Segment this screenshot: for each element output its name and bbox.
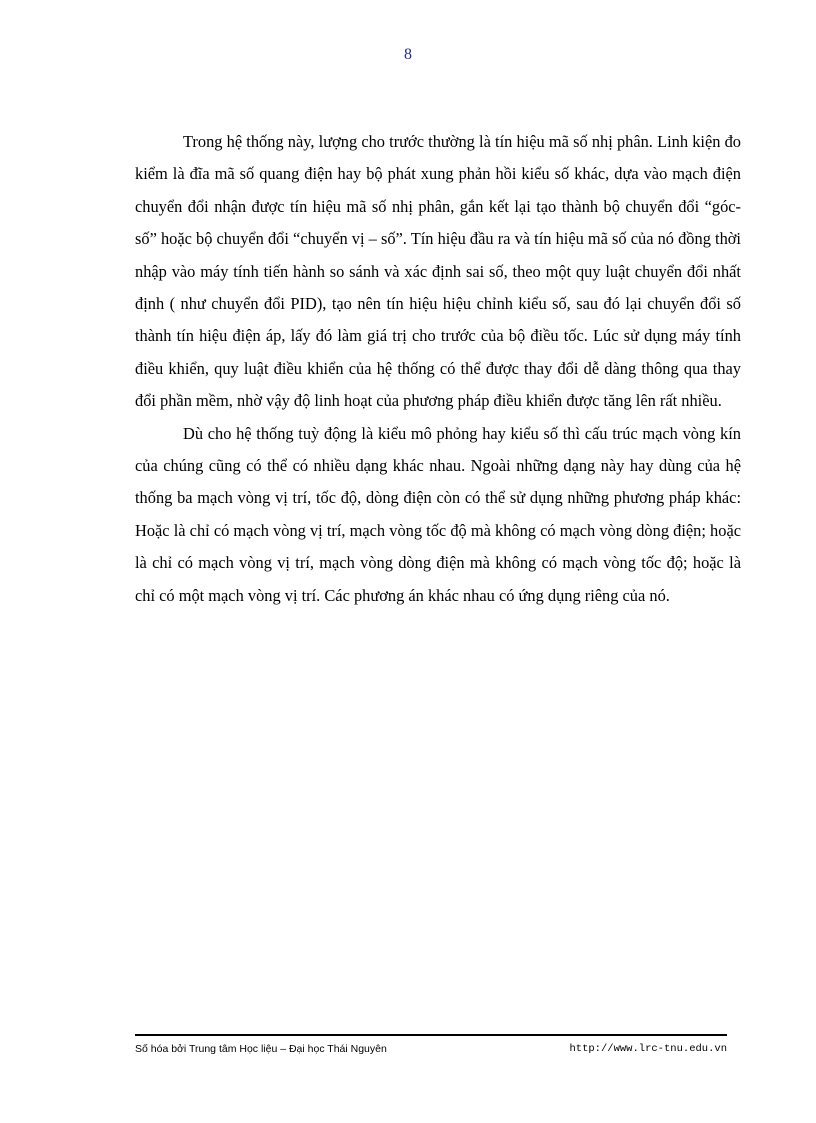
body-text	[135, 126, 741, 612]
footer	[135, 1043, 727, 1055]
paragraph-1: Trong hệ thống này, lượng cho trước thường là tín hiệu mã số nhị phân. Linh kiện đo kiểm là đĩa mã số quang điện hay bộ phát xung phản hồi kiểu số khác, dựa vào mạch điện chuyển đổi nhận được tín hiệu mã số nhị phân, gắn kết lại tạo thành bộ chuyển đổi “góc- số” hoặc bộ chuyển đổi “chuyển vị – số”. Tín hiệu đầu ra và tín hiệu mã số của nó đồng thời nhập vào máy tính tiến hành so sánh và xác định sai số, theo một quy luật chuyển đổi nhất định ( như chuyển đổi PID), tạo nên tín hiệu hiệu chỉnh kiểu số, sau đó lại chuyển đổi số thành tín hiệu điện áp, lấy đó làm giá trị cho trước của bộ điều tốc. Lúc sử dụng máy tính điều khiển, quy luật điều khiển của hệ thống có thể được thay đổi dễ dàng thông qua thay đổi phần mềm, nhờ vậy độ linh hoạt của phương pháp điều khiển được tăng lên rất nhiều.	[135, 132, 741, 411]
footer-url-link[interactable]: http://www.lrc-tnu.edu.vn	[569, 1043, 727, 1055]
paragraph-2: Dù cho hệ thống tuỳ động là kiểu mô phỏng hay kiểu số thì cấu trúc mạch vòng kín của chúng cũng có thể có nhiều dạng khác nhau. Ngoài những dạng này hay dùng của hệ thống ba mạch vòng vị trí, tốc độ, dòng điện còn có thể sử dụng những phương pháp khác: Hoặc là chỉ có mạch vòng vị trí, mạch vòng tốc độ mà không có mạch vòng dòng điện; hoặc là chỉ có mạch vòng vị trí, mạch vòng dòng điện mà không có mạch vòng tốc độ; hoặc là chỉ có một mạch vòng vị trí. Các phương án khác nhau có ứng dụng riêng của nó.	[135, 423, 741, 605]
footer-source-text: Số hóa bởi Trung tâm Học liệu – Đại học Thái Nguyên	[135, 1043, 387, 1055]
page-number: 8	[404, 46, 412, 63]
footer-divider	[135, 1034, 727, 1036]
